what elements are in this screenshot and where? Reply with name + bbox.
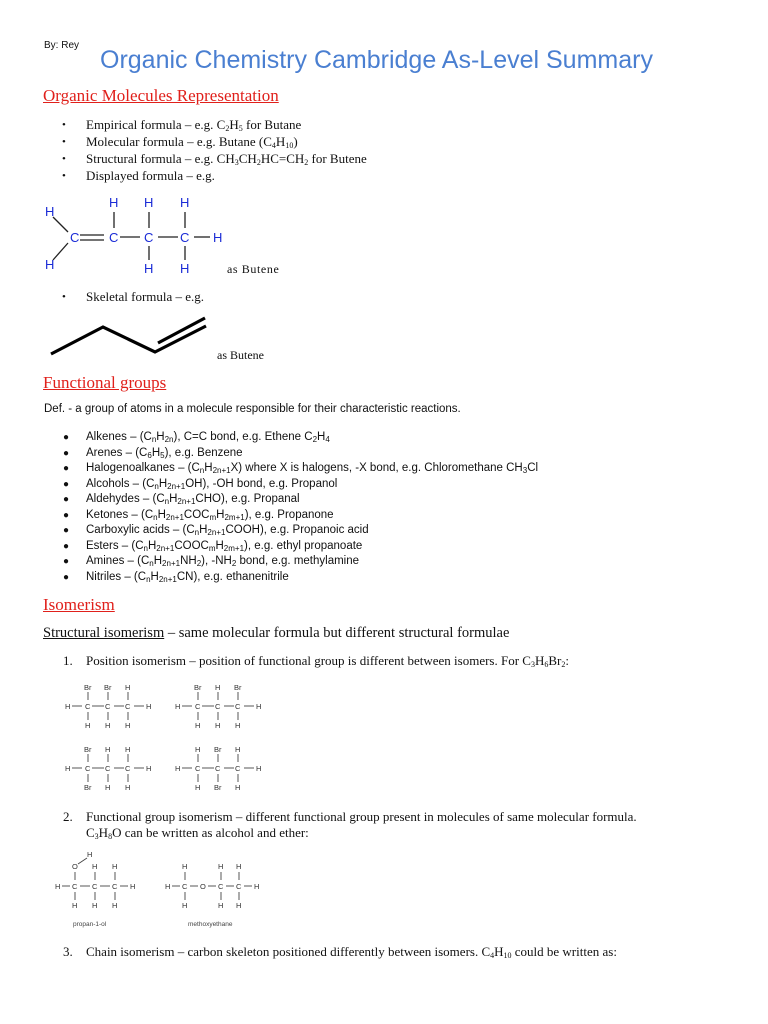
isomer-item-number: 1.	[63, 653, 73, 668]
bullet-dot: ●	[63, 572, 70, 583]
list-item-halogenoalkanes: Halogenoalkanes – $(C_nH_{2n+1}X)$ where X is halogens, -X bond, e.g. Chloromethane $CH_3Cl$	[86, 462, 539, 475]
atom-h: H	[45, 204, 55, 219]
molecular-formula-line: Molecular formula – e.g. Butane $(C_4H_{10})$	[86, 134, 298, 150]
atom-h: H	[215, 683, 221, 692]
atom-h: H	[105, 721, 111, 730]
atom-h: H	[125, 683, 131, 692]
atom-h: H	[236, 901, 242, 910]
bullet-dot: ●	[63, 463, 70, 474]
atom-c: C	[195, 702, 201, 711]
atom-h: H	[105, 783, 111, 792]
displayed-caption: as Butene	[227, 262, 280, 276]
skeletal-formula-butene	[46, 312, 216, 362]
atom-h: H	[180, 195, 190, 210]
chain-isomerism-line: Chain isomerism – carbon skeleton positioned differently between isomers. $C_4H_{10}$ could be written as:	[86, 944, 617, 960]
atom-br: Br	[214, 745, 222, 754]
atom-c: C	[109, 230, 119, 245]
atom-o: O	[200, 882, 206, 891]
atom-c: C	[236, 882, 242, 891]
bullet-dot: •	[62, 119, 66, 131]
bullet-dot: •	[62, 153, 66, 165]
atom-c: C	[235, 702, 241, 711]
methoxyethane-label: methoxyethane	[188, 921, 233, 928]
structural-formula-line: Structural formula – e.g. $CH_3CH_2HC=CH_2$ for Butene	[86, 151, 367, 167]
atom-h: H	[125, 783, 131, 792]
atom-h: H	[109, 195, 119, 210]
atom-h: H	[182, 862, 188, 871]
bullet-dot: •	[62, 170, 66, 182]
atom-c: C	[215, 764, 221, 773]
atom-c: C	[215, 702, 221, 711]
atom-h: H	[92, 901, 98, 910]
atom-h: H	[112, 862, 118, 871]
bullet-dot: ●	[63, 432, 70, 443]
atom-c: C	[112, 882, 118, 891]
list-item-aldehydes: Aldehydes – $(C_nH_{2n+1}CHO)$, e.g. Propanal	[86, 493, 300, 506]
bullet-dot: ●	[63, 510, 70, 521]
functional-group-isomerism-line-2: $C_3H_8O$ can be written as alcohol and ether:	[86, 825, 309, 841]
bullet-dot: ●	[63, 541, 70, 552]
displayed-formula-line: Displayed formula – e.g.	[86, 168, 215, 183]
atom-c: C	[70, 230, 80, 245]
atom-h: H	[165, 882, 171, 891]
atom-h: H	[256, 764, 262, 773]
atom-br: Br	[194, 683, 202, 692]
displayed-formula-butene	[36, 190, 236, 280]
structural-isomerism-line: Structural isomerism – same molecular formula but different structural formulae	[43, 625, 510, 641]
atom-c: C	[105, 702, 111, 711]
list-item-alkenes: Alkenes – $(C_nH_{2n})$, C=C bond, e.g. Ethene $C_2H_4$	[86, 431, 330, 444]
atom-h: H	[146, 764, 152, 773]
atom-c: C	[180, 230, 190, 245]
bullet-dot: ●	[63, 525, 70, 536]
page-title: Organic Chemistry Cambridge As-Level Summary	[100, 46, 653, 74]
atom-br: Br	[234, 683, 242, 692]
atom-c: C	[105, 764, 111, 773]
atom-c: C	[218, 882, 224, 891]
atom-h: H	[218, 862, 224, 871]
atom-c: C	[195, 764, 201, 773]
functional-group-isomerism-line: Functional group isomerism – different functional group present in molecules of same molecular formula.	[86, 809, 637, 824]
list-item-ketones: Ketones – $(C_nH_{2n+1}COC_mH_{2m+1})$, e.g. Propanone	[86, 509, 334, 522]
atom-h: H	[85, 721, 91, 730]
atom-h: H	[144, 195, 154, 210]
atom-c: C	[235, 764, 241, 773]
empirical-formula-line: Empirical formula – e.g. $C_2H_5$ for Butane	[86, 117, 302, 133]
atom-br: Br	[84, 783, 92, 792]
atom-h: H	[87, 850, 93, 859]
atom-h: H	[65, 702, 71, 711]
propanol-label: propan-1-ol	[73, 921, 107, 928]
functional-isomer-diagrams	[48, 848, 278, 932]
isomer-item-number: 3.	[63, 944, 73, 959]
skeletal-formula-line: Skeletal formula – e.g.	[86, 289, 205, 304]
atom-h: H	[195, 745, 201, 754]
atom-h: H	[235, 721, 241, 730]
list-item-alcohols: Alcohols – $(C_nH_{2n+1}OH)$, -OH bond, e.g. Propanol	[86, 478, 338, 491]
bullet-dot: •	[62, 136, 66, 148]
atom-h: H	[254, 882, 260, 891]
atom-c: C	[144, 230, 154, 245]
functional-group-definition: Def. - a group of atoms in a molecule responsible for their characteristic reactions.	[44, 403, 461, 415]
list-item-nitriles: Nitriles – $(C_nH_{2n+1}CN)$, e.g. ethanenitrile	[86, 571, 289, 584]
atom-h: H	[235, 783, 241, 792]
skeletal-caption: as Butene	[217, 348, 264, 362]
section-heading-representation: Organic Molecules Representation	[43, 86, 279, 105]
list-item-esters: Esters – $(C_nH_{2n+1}COOC_mH_{2m+1})$, e.g. ethyl propanoate	[86, 540, 363, 553]
list-item-arenes: Arenes – $(C_6H_5)$, e.g. Benzene	[86, 447, 243, 460]
atom-br: Br	[84, 745, 92, 754]
atom-h: H	[215, 721, 221, 730]
isomer-item-number: 2.	[63, 809, 73, 824]
list-item-carboxylic-acids: Carboxylic acids – $(C_nH_{2n+1}COOH)$, e.g. Propanoic acid	[86, 524, 369, 537]
atom-h: H	[65, 764, 71, 773]
atom-h: H	[195, 783, 201, 792]
atom-h: H	[125, 721, 131, 730]
atom-h: H	[55, 882, 61, 891]
section-heading-isomerism: Isomerism	[43, 595, 115, 614]
atom-c: C	[182, 882, 188, 891]
atom-h: H	[92, 862, 98, 871]
atom-h: H	[125, 745, 131, 754]
bullet-dot: •	[62, 291, 66, 303]
atom-br: Br	[84, 683, 92, 692]
atom-h: H	[112, 901, 118, 910]
atom-h: H	[236, 862, 242, 871]
atom-h: H	[130, 882, 136, 891]
atom-c: C	[85, 764, 91, 773]
atom-h: H	[195, 721, 201, 730]
bullet-dot: ●	[63, 556, 70, 567]
list-item-amines: Amines – $(C_nH_{2n+1}NH_2)$, $-NH_2$ bond, e.g. methylamine	[86, 555, 360, 568]
bullet-dot: ●	[63, 479, 70, 490]
atom-br: Br	[214, 783, 222, 792]
atom-h: H	[182, 901, 188, 910]
atom-c: C	[72, 882, 78, 891]
atom-h: H	[180, 261, 190, 276]
bullet-dot: ●	[63, 494, 70, 505]
position-isomer-diagrams	[60, 678, 290, 798]
section-heading-functional-groups: Functional groups	[43, 373, 167, 392]
atom-h: H	[256, 702, 262, 711]
atom-h: H	[213, 230, 223, 245]
position-isomerism-line: Position isomerism – position of functional group is different between isomers. For $C_3H_6Br_2$:	[86, 653, 569, 669]
atom-c: C	[85, 702, 91, 711]
atom-h: H	[144, 261, 154, 276]
atom-h: H	[146, 702, 152, 711]
atom-h: H	[235, 745, 241, 754]
atom-o: O	[72, 862, 78, 871]
atom-h: H	[72, 901, 78, 910]
bullet-dot: ●	[63, 448, 70, 459]
atom-c: C	[92, 882, 98, 891]
atom-h: H	[175, 702, 181, 711]
atom-h: H	[105, 745, 111, 754]
atom-h: H	[218, 901, 224, 910]
author-label: By: Rey	[44, 40, 80, 51]
atom-h: H	[175, 764, 181, 773]
atom-c: C	[125, 702, 131, 711]
atom-c: C	[125, 764, 131, 773]
atom-br: Br	[104, 683, 112, 692]
atom-h: H	[45, 257, 55, 272]
